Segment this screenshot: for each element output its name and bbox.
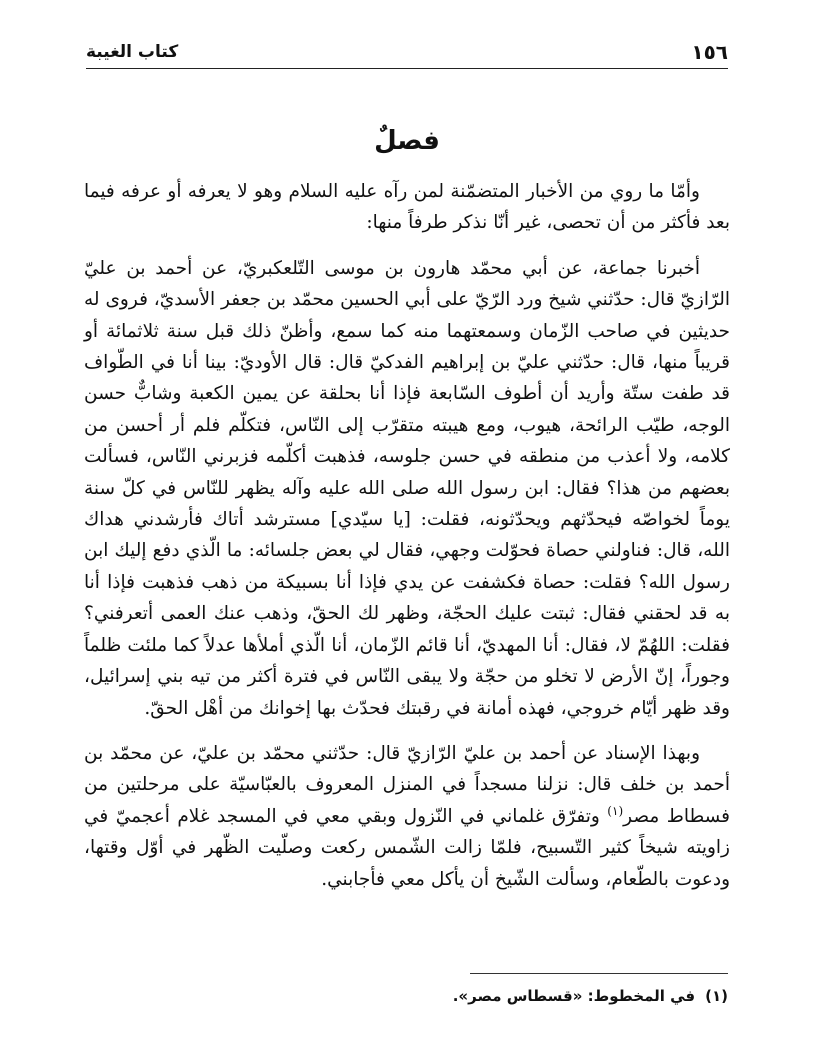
footnote-reference[interactable]: (١) [607,803,624,818]
paragraph-3-text-end: وتفرّق غلماني في النّزول وبقي معي في المسجد غلام أعجميّ في زاويته شيخاً كثير التّسبيح، فلمّا زالت الشّمس ركعت وصلّيت الظّهر في أوّل وقتها، ودعوت بالطّعام، وسألت الشّيخ أن يأكل معي فأجابني. [84,805,730,890]
section-title: فصلٌ [374,126,440,156]
footnote-text: في المخطوط: «قسطاس مصر». [452,987,696,1005]
footnote-divider [470,973,728,974]
body-text [84,176,730,909]
paragraph-2-text: أخبرنا جماعة، عن أبي محمّد هارون بن موسى التّلعكبريّ، عن أحمد بن عليّ الرّازيّ قال: حدّثني شيخ ورد الرّيّ على أبي الحسين محمّد بن جعفر الأسديّ، فروى له حديثين في صاحب الزّمان وسمعتهما منه كما سمع، وأظنّ ذلك قبل سنة ثلاثمائة أو قريباً منها، قال: حدّثني عليّ بن إبراهيم الفدكيّ قال: قال الأوديّ: بينا أنا في الطّواف قد طفت ستّة وأريد أن أطوف السّابعة فإذا أنا بحلقة عن يمين الكعبة وشابٌّ حسن الوجه، طيّب الرائحة، هيوب، ومع هيبته متقرّب إلى النّاس، فتكلّم فلم أر أحسن من كلامه، ولا أعذب من منطقه في حسن جلوسه، فذهبت أكلّمه فزبرني النّاس، فسألت بعضهم من هذا؟ فقال: ابن رسول الله صلى الله عليه وآله يظهر للنّاس في كلّ سنة يوماً لخواصّه فيحدّثهم ويحدّثونه، فقلت: [يا سيّدي] مسترشد أتاك فأرشدني هداك الله، قال: فناولني حصاة فحوّلت وجهي، فقال لي بعض جلسائه: ما الّذي دفع إليك ابن رسول الله؟ فقلت: حصاة فكشفت عن يدي فإذا أنا بسبيكة من ذهب فذهبت فإذا أنا به قد لحقني فقال: ثبتت عليك الحجّة، وظهر لك الحقّ، وذهب عنك العمى أتعرفني؟ فقلت: اللهُمّ لا، فقال: أنا المهديّ، أنا قائم الزّمان، أنا الّذي أملأها عدلاً كما ملئت ظلماً وجوراً، إنّ الأرض لا تخلو من حجّة ولا يبقى النّاس في فترة أكثر من تيه بني إسرائيل، وقد ظهر أيّام خروجي، فهذه أمانة في رقبتك فحدّث بها إخوانك من أهْل الحقّ. [84,257,730,719]
paragraph-1-text: وأمّا ما روي من الأخبار المتضمّنة لمن رآه عليه السلام وهو لا يعرفه أو عرفه فيما بعد فأكثر من أن تحصى، غير أنّا نذكر طرفاً منها: [84,181,730,234]
footnote [86,985,728,1007]
page-number: ١٥٦ [691,40,728,64]
paragraph-2 [84,253,730,724]
paragraph-3 [84,738,730,895]
paragraph-1 [84,176,730,239]
page-header [86,40,728,69]
footnote-number: (١) [705,987,728,1005]
book-title: كتاب الغيبة [86,42,179,62]
paragraph-3-text-start: وبهذا الإسناد عن أحمد بن عليّ الرّازيّ قال: حدّثني محمّد بن عليّ، عن محمّد بن أحمد بن خلف قال: نزلنا مسجداً في المنزل المعروف بالعبّاسيّة على مرحلتين من فسطاط مصر [84,742,730,827]
